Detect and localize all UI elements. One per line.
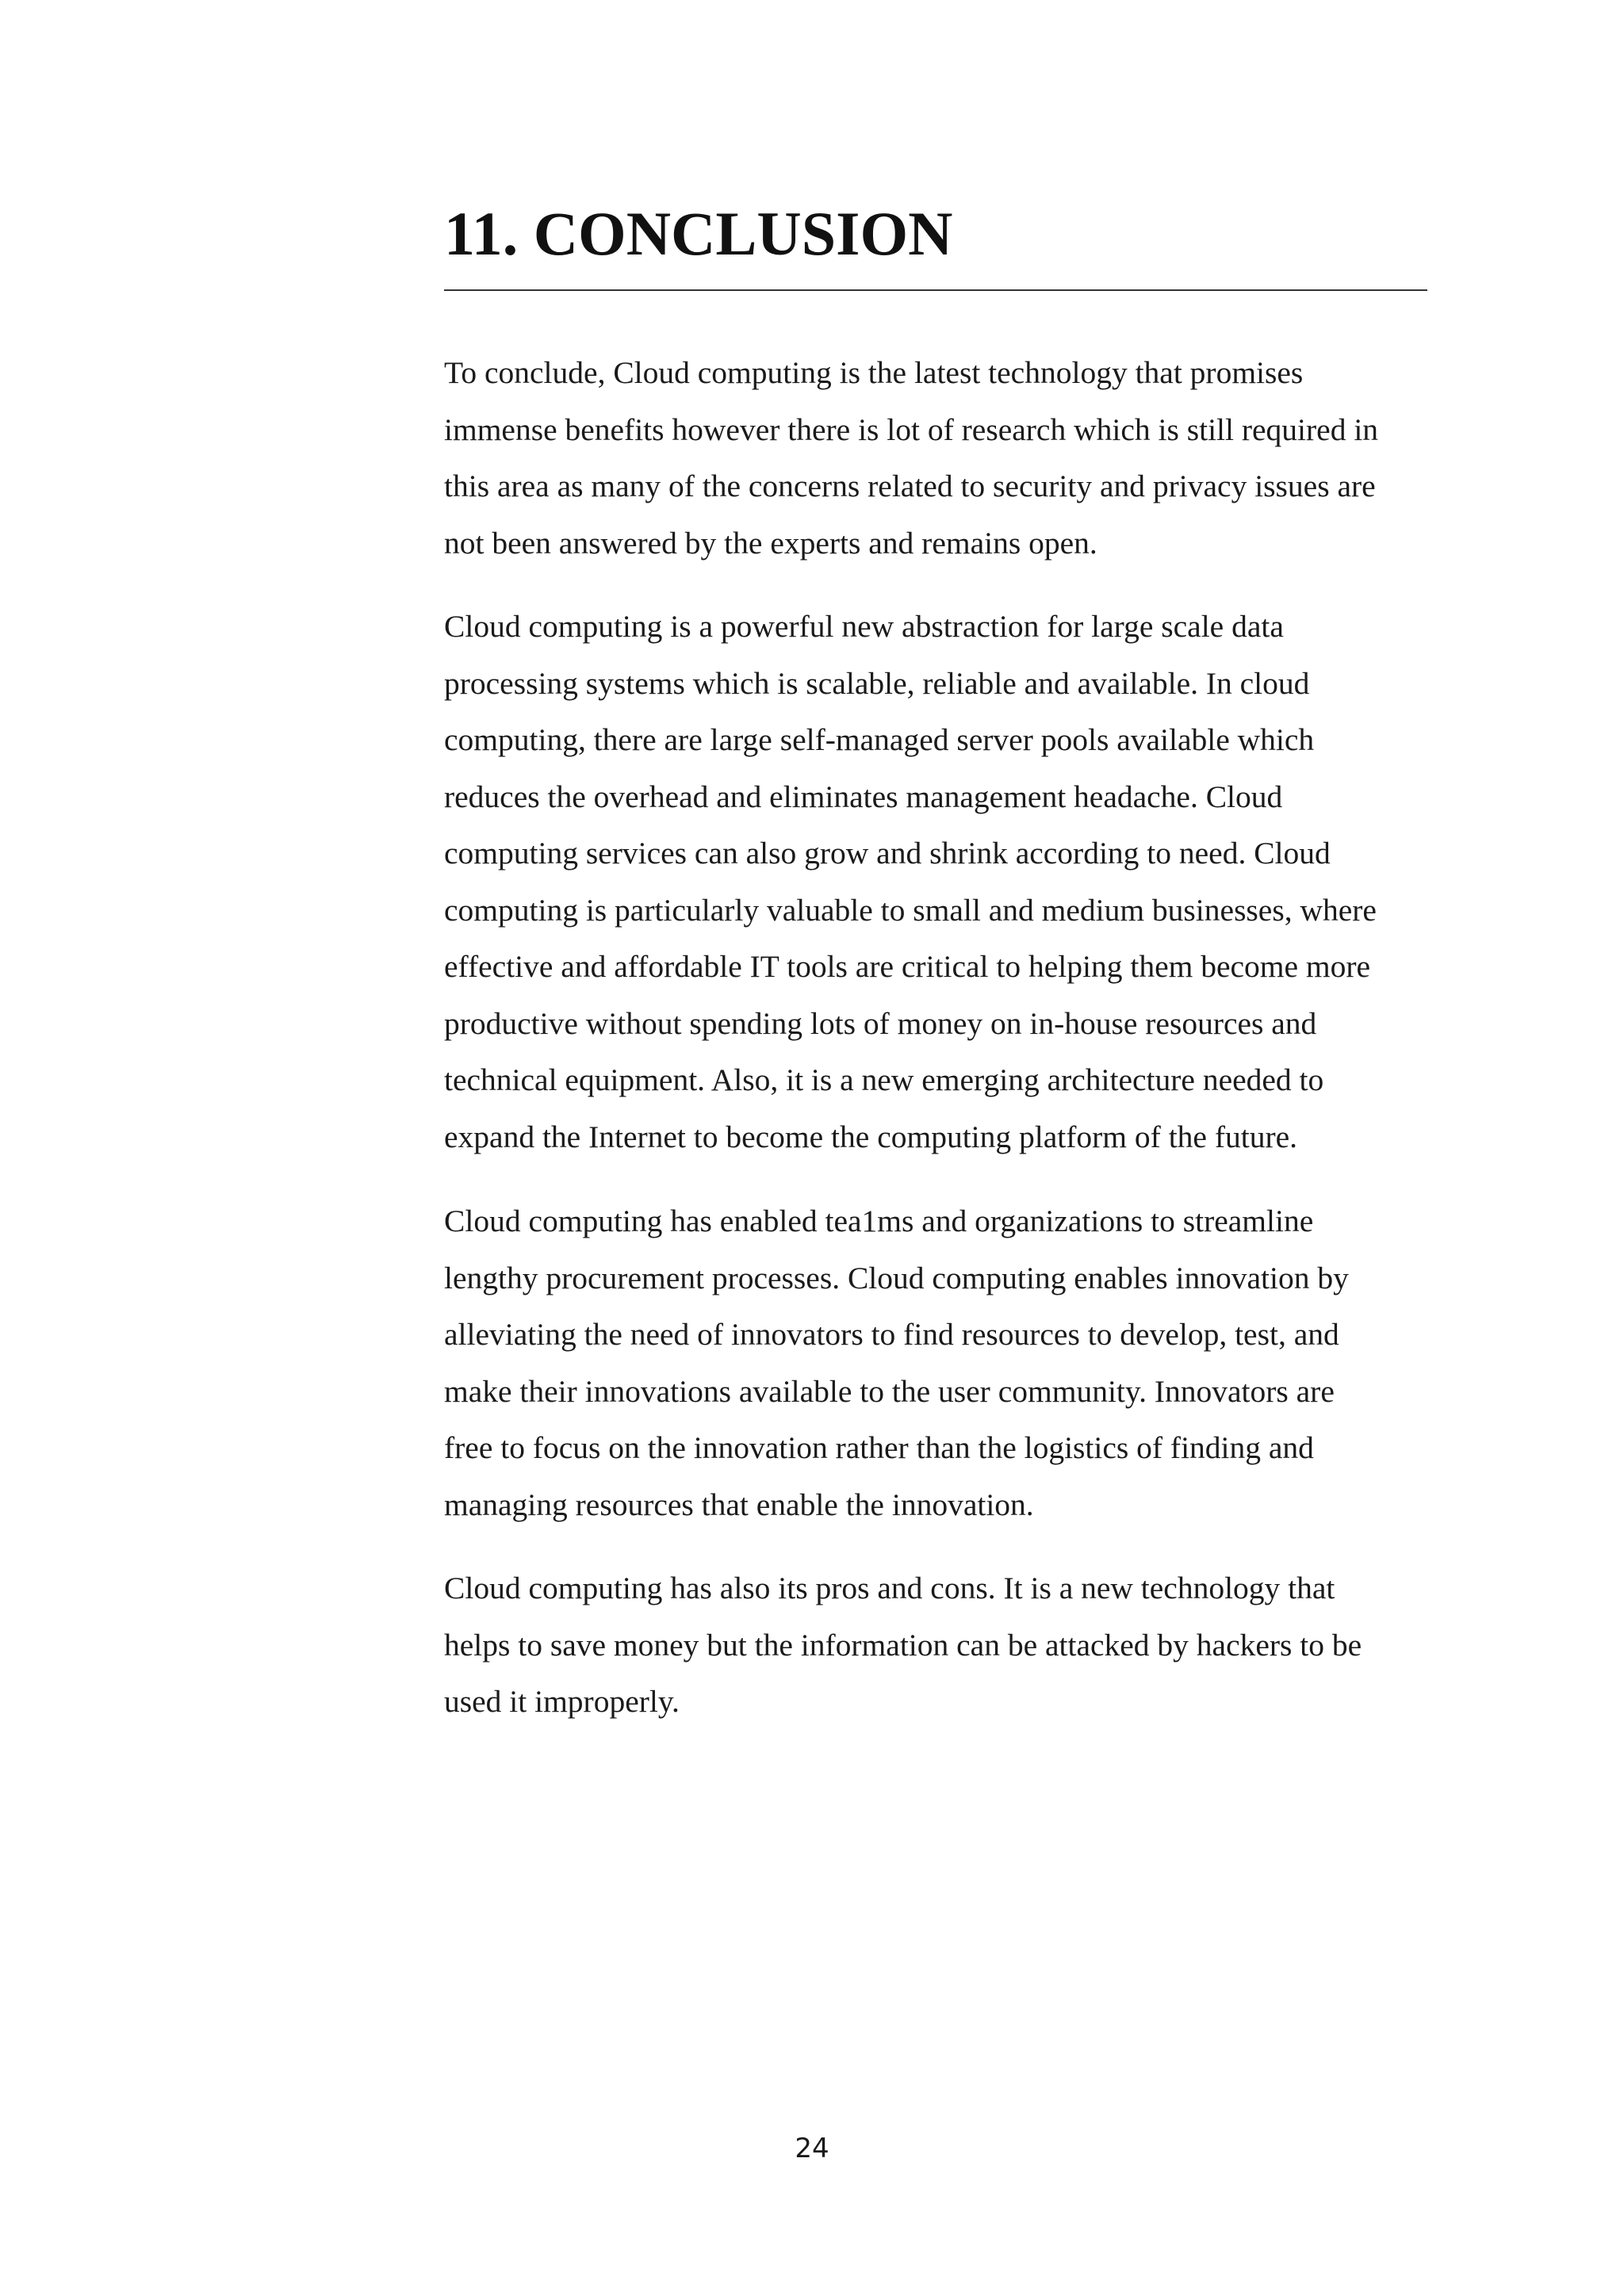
section-heading: 11. CONCLUSION — [444, 199, 953, 268]
paragraph-line: reduces the overhead and eliminates management headache. Cloud — [444, 779, 1283, 814]
paragraph-line: free to focus on the innovation rather than the logistics of finding and — [444, 1430, 1314, 1465]
paragraph-pros-cons — [444, 1560, 1435, 1731]
paragraph-line: Cloud computing is a powerful new abstraction for large scale data — [444, 609, 1284, 644]
paragraph-line: Cloud computing has also its pros and cons. It is a new technology that — [444, 1571, 1335, 1605]
paragraph-line: computing, there are large self-managed server pools available which — [444, 722, 1315, 757]
paragraph-innovation — [444, 1193, 1435, 1533]
paragraph-line: expand the Internet to become the computing platform of the future. — [444, 1119, 1298, 1154]
paragraph-line: used it improperly. — [444, 1684, 680, 1719]
paragraph-line: technical equipment. Also, it is a new emerging architecture needed to — [444, 1062, 1324, 1097]
page-number: 24 — [795, 2133, 829, 2164]
paragraph-line: make their innovations available to the user community. Innovators are — [444, 1373, 1335, 1409]
paragraph-abstraction — [444, 599, 1435, 1165]
paragraph-line: computing is particularly valuable to small and medium businesses, where — [444, 892, 1377, 928]
paragraph-line: managing resources that enable the innovation. — [444, 1487, 1034, 1522]
heading-divider — [444, 289, 1427, 291]
paragraph-line: this area as many of the concerns related to security and privacy issues are — [444, 469, 1376, 503]
paragraph-line: not been answered by the experts and remains open. — [444, 525, 1097, 561]
paragraph-line: effective and affordable IT tools are critical to helping them become more — [444, 949, 1371, 984]
paragraph-line: computing services can also grow and shrink according to need. Cloud — [444, 836, 1331, 871]
paragraph-line: helps to save money but the information can be attacked by hackers to be — [444, 1627, 1362, 1663]
paragraph-line: processing systems which is scalable, reliable and available. In cloud — [444, 665, 1310, 701]
paragraph-line: Cloud computing has enabled tea1ms and organizations to streamline — [444, 1203, 1314, 1238]
paragraph-line: productive without spending lots of money on in-house resources and — [444, 1005, 1317, 1041]
paragraph-line: lengthy procurement processes. Cloud computing enables innovation by — [444, 1260, 1349, 1295]
paragraph-intro — [444, 345, 1435, 572]
paragraph-line: immense benefits however there is lot of research which is still required in — [444, 411, 1379, 447]
paragraph-line: alleviating the need of innovators to find resources to develop, test, and — [444, 1317, 1339, 1352]
paragraph-line: To conclude, Cloud computing is the latest technology that promises — [444, 355, 1304, 390]
